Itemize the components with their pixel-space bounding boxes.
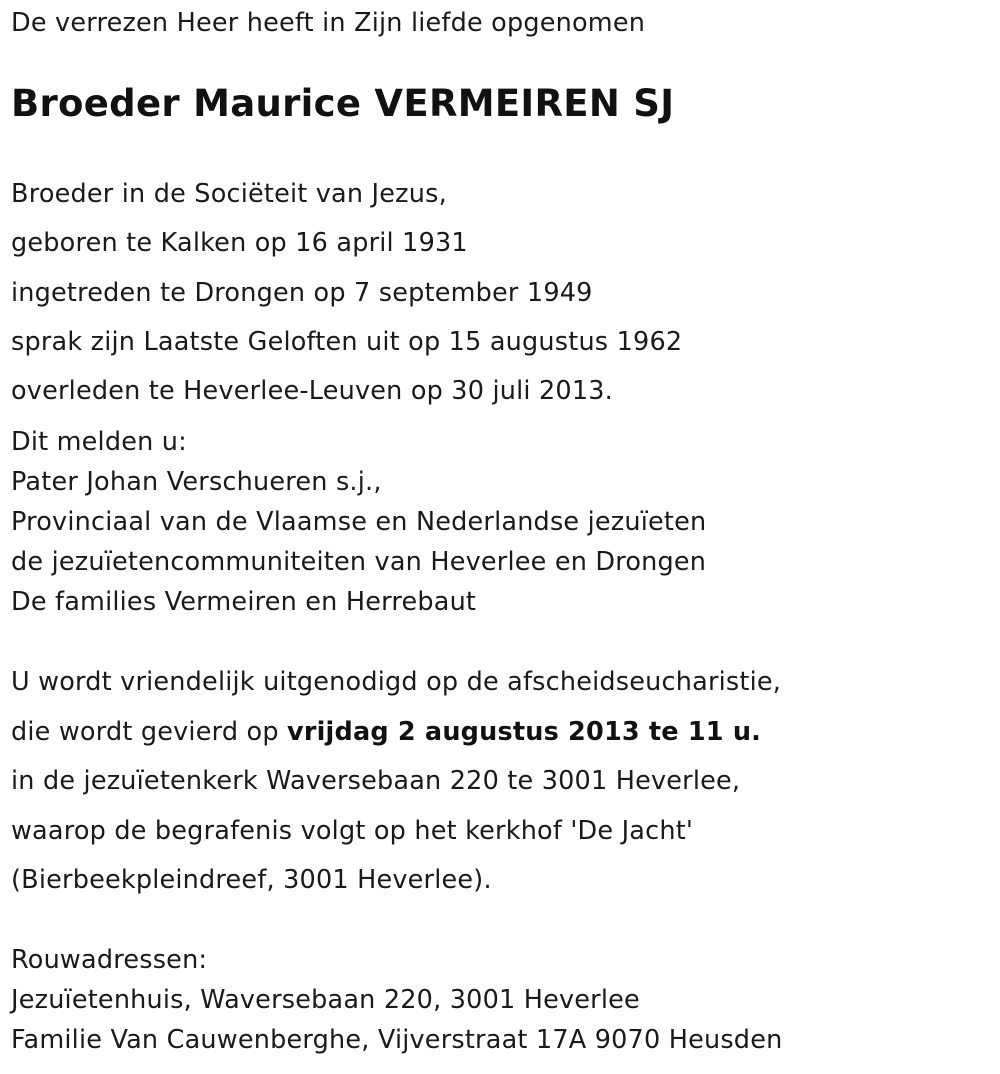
announcers	[11, 422, 706, 622]
intro-text: De verrezen Heer heeft in Zijn liefde opgenomen	[11, 8, 646, 38]
bio-line-death: overleden te Heverlee-Leuven op 30 juli 2013.	[11, 376, 613, 407]
burial-address: (Bierbeekpleindreef, 3001 Heverlee).	[11, 865, 492, 895]
announcers-heading: Dit melden u:	[11, 427, 187, 457]
service-date: vrijdag 2 augustus 2013 te 11 u.	[287, 716, 762, 747]
announcer-name: Pater Johan Verschueren s.j.,	[11, 467, 382, 497]
mourning-addresses	[11, 940, 782, 1060]
page-title: Broeder Maurice VERMEIREN SJ	[11, 82, 675, 125]
service-details	[11, 662, 781, 910]
bio-line-entry: ingetreden te Drongen op 7 september 1949	[11, 277, 593, 308]
announcer-name: Provinciaal van de Vlaamse en Nederlandse jezuïeten	[11, 507, 707, 537]
bio-line-order: Broeder in de Sociëteit van Jezus,	[11, 179, 447, 209]
addresses-heading: Rouwadressen:	[11, 945, 208, 975]
burial-info: waarop de begrafenis volgt op het kerkhof 'De Jacht'	[11, 815, 694, 846]
service-location: in de jezuïetenkerk Waversebaan 220 te 3001 Heverlee,	[11, 766, 741, 796]
announcer-name: De families Vermeiren en Herrebaut	[11, 587, 477, 617]
service-date-prefix: die wordt gevierd op	[11, 716, 288, 747]
address-item: Familie Van Cauwenberghe, Vijverstraat 17A 9070 Heusden	[11, 1025, 783, 1055]
announcer-name: de jezuïetencommuniteiten van Heverlee en Drongen	[11, 547, 707, 577]
biography	[11, 174, 682, 420]
address-item: Jezuïetenhuis, Waversebaan 220, 3001 Heverlee	[11, 985, 640, 1015]
service-invitation: U wordt vriendelijk uitgenodigd op de afscheidseucharistie,	[11, 667, 782, 697]
bio-line-vows: sprak zijn Laatste Geloften uit op 15 augustus 1962	[11, 326, 683, 357]
service-date-line	[11, 712, 781, 762]
bio-line-birth: geboren te Kalken op 16 april 1931	[11, 228, 468, 259]
